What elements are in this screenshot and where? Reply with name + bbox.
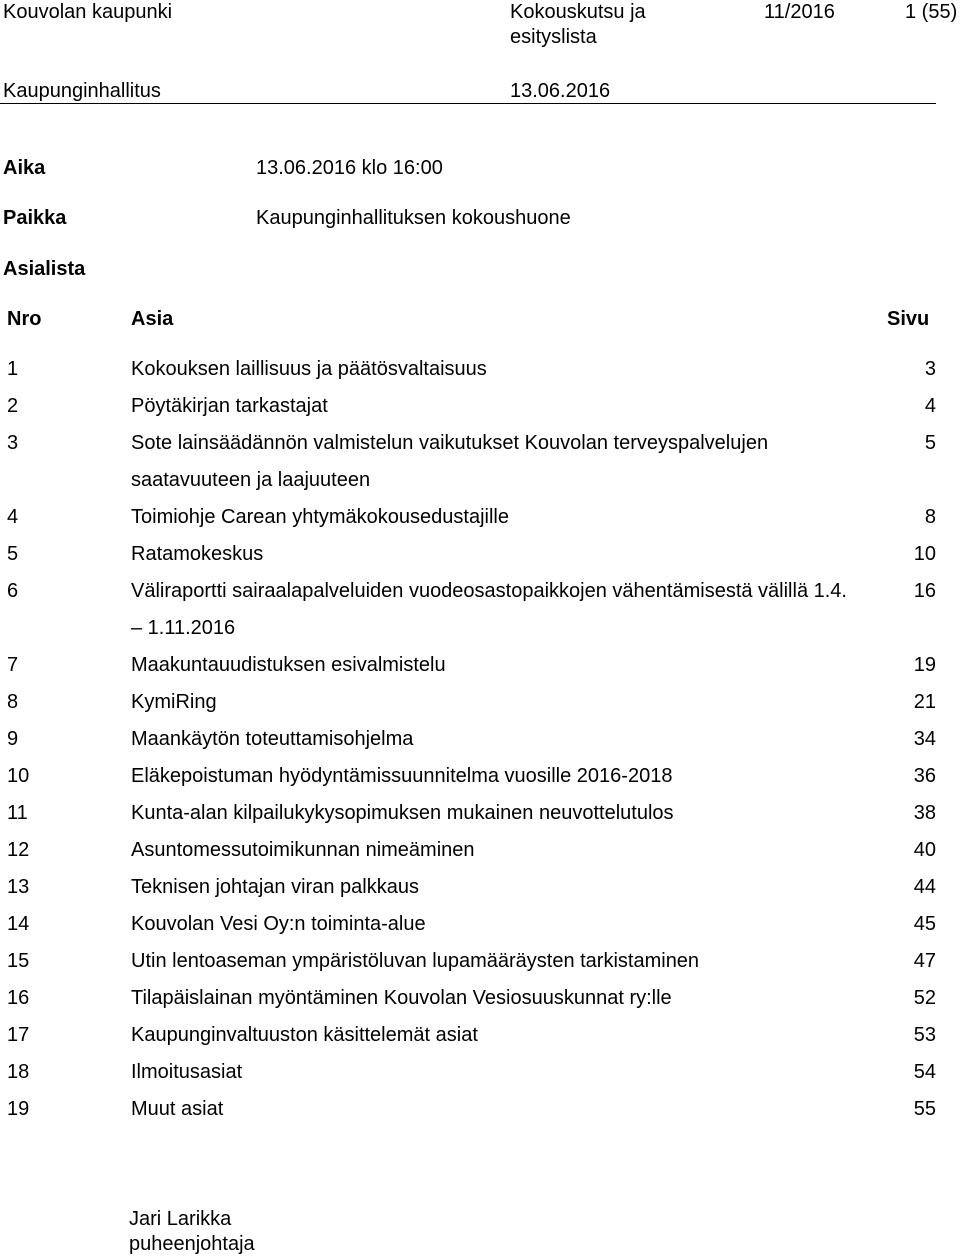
agenda-row xyxy=(0,505,936,535)
agenda-row xyxy=(0,801,936,831)
item-page: 36 xyxy=(913,765,936,787)
agenda-row xyxy=(0,1097,936,1127)
agenda-row xyxy=(0,949,936,979)
item-title: Utin lentoaseman ympäristöluvan lupamääräysten tarkistaminen xyxy=(131,950,700,972)
agenda-row xyxy=(0,542,936,572)
item-title: KymiRing xyxy=(131,691,217,713)
agenda-row xyxy=(0,431,936,501)
item-number: 10 xyxy=(7,765,30,787)
item-page: 5 xyxy=(924,432,936,454)
governing-body: Kaupunginhallitus xyxy=(3,80,161,102)
item-page: 40 xyxy=(913,839,936,861)
item-title: Asuntomessutoimikunnan nimeäminen xyxy=(131,839,475,861)
item-number: 14 xyxy=(7,913,30,935)
column-header-sivu: Sivu xyxy=(887,308,930,330)
item-page: 44 xyxy=(913,876,936,898)
item-number: 13 xyxy=(7,876,30,898)
document-type-line1: Kokouskutsu ja xyxy=(510,1,646,23)
item-number: 9 xyxy=(7,728,19,750)
item-page: 4 xyxy=(924,395,936,417)
place-label: Paikka xyxy=(3,207,67,229)
item-title: Maankäytön toteuttamisohjelma xyxy=(131,728,414,750)
agenda-row xyxy=(0,986,936,1016)
item-number: 11 xyxy=(7,802,28,824)
item-page: 38 xyxy=(913,802,936,824)
item-title: Muut asiat xyxy=(131,1098,224,1120)
agenda-row xyxy=(0,764,936,794)
item-page: 3 xyxy=(924,358,936,380)
item-title: Pöytäkirjan tarkastajat xyxy=(131,395,328,417)
item-page: 47 xyxy=(913,950,936,972)
item-number: 4 xyxy=(7,506,19,528)
item-title: Sote lainsäädännön valmistelun vaikutukset Kouvolan terveyspalvelujen saatavuuteen ja laajuuteen xyxy=(131,432,769,491)
item-page: 52 xyxy=(913,987,936,1009)
item-number: 3 xyxy=(7,432,19,454)
item-number: 16 xyxy=(7,987,30,1009)
agenda-title: Asialista xyxy=(3,258,86,280)
agenda-row xyxy=(0,838,936,868)
item-number: 12 xyxy=(7,839,30,861)
item-title: Kouvolan Vesi Oy:n toiminta-alue xyxy=(131,913,426,935)
item-number: 1 xyxy=(7,358,19,380)
item-number: 15 xyxy=(7,950,30,972)
item-page: 8 xyxy=(924,506,936,528)
item-page: 34 xyxy=(913,728,936,750)
place-value: Kaupunginhallituksen kokoushuone xyxy=(256,207,571,229)
organization-name: Kouvolan kaupunki xyxy=(3,1,173,23)
item-title: Teknisen johtajan viran palkkaus xyxy=(131,876,419,898)
item-number: 19 xyxy=(7,1098,30,1120)
item-number: 18 xyxy=(7,1061,30,1083)
meeting-number: 11/2016 xyxy=(764,1,835,23)
item-number: 5 xyxy=(7,543,19,565)
item-title: Kunta-alan kilpailukykysopimuksen mukainen neuvottelutulos xyxy=(131,802,674,824)
item-title: Väliraportti sairaalapalveluiden vuodeosastopaikkojen vähentämisestä välillä 1.4. – 1.11.2016 xyxy=(131,580,847,639)
item-page: 10 xyxy=(913,543,936,565)
item-title: Ratamokeskus xyxy=(131,543,264,565)
signature-name: Jari Larikka xyxy=(129,1208,232,1230)
item-title: Kaupunginvaltuuston käsittelemät asiat xyxy=(131,1024,478,1046)
item-title: Ilmoitusasiat xyxy=(131,1061,243,1083)
item-title: Maakuntauudistuksen esivalmistelu xyxy=(131,654,446,676)
item-page: 55 xyxy=(913,1098,936,1120)
item-title: Kokouksen laillisuus ja päätösvaltaisuus xyxy=(131,358,487,380)
item-page: 53 xyxy=(913,1024,936,1046)
agenda-row xyxy=(0,579,936,649)
column-header-asia: Asia xyxy=(131,308,174,330)
agenda-row xyxy=(0,1060,936,1090)
item-page: 16 xyxy=(913,580,936,602)
item-title: Eläkepoistuman hyödyntämissuunnitelma vuosille 2016-2018 xyxy=(131,765,673,787)
item-page: 54 xyxy=(913,1061,936,1083)
header-divider xyxy=(0,103,936,104)
document-type-line2: esityslista xyxy=(510,26,597,48)
agenda-row xyxy=(0,1023,936,1053)
item-page: 21 xyxy=(913,691,936,713)
agenda-row xyxy=(0,912,936,942)
page-number: 1 (55) xyxy=(905,1,958,23)
column-header-nro: Nro xyxy=(7,308,42,330)
item-number: 6 xyxy=(7,580,19,602)
agenda-row xyxy=(0,875,936,905)
item-number: 7 xyxy=(7,654,19,676)
agenda-row xyxy=(0,653,936,683)
item-title: Toimiohje Carean yhtymäkokousedustajille xyxy=(131,506,509,528)
item-number: 8 xyxy=(7,691,19,713)
time-value: 13.06.2016 klo 16:00 xyxy=(256,157,443,179)
agenda-row xyxy=(0,727,936,757)
item-title: Tilapäislainan myöntäminen Kouvolan Vesiosuuskunnat ry:lle xyxy=(131,987,672,1009)
item-number: 17 xyxy=(7,1024,30,1046)
time-label: Aika xyxy=(3,157,46,179)
agenda-row xyxy=(0,690,936,720)
item-page: 19 xyxy=(913,654,936,676)
item-number: 2 xyxy=(7,395,19,417)
agenda-row xyxy=(0,394,936,424)
item-page: 45 xyxy=(913,913,936,935)
header-date: 13.06.2016 xyxy=(510,80,611,102)
signature-role: puheenjohtaja xyxy=(129,1233,255,1255)
agenda-row xyxy=(0,357,936,387)
